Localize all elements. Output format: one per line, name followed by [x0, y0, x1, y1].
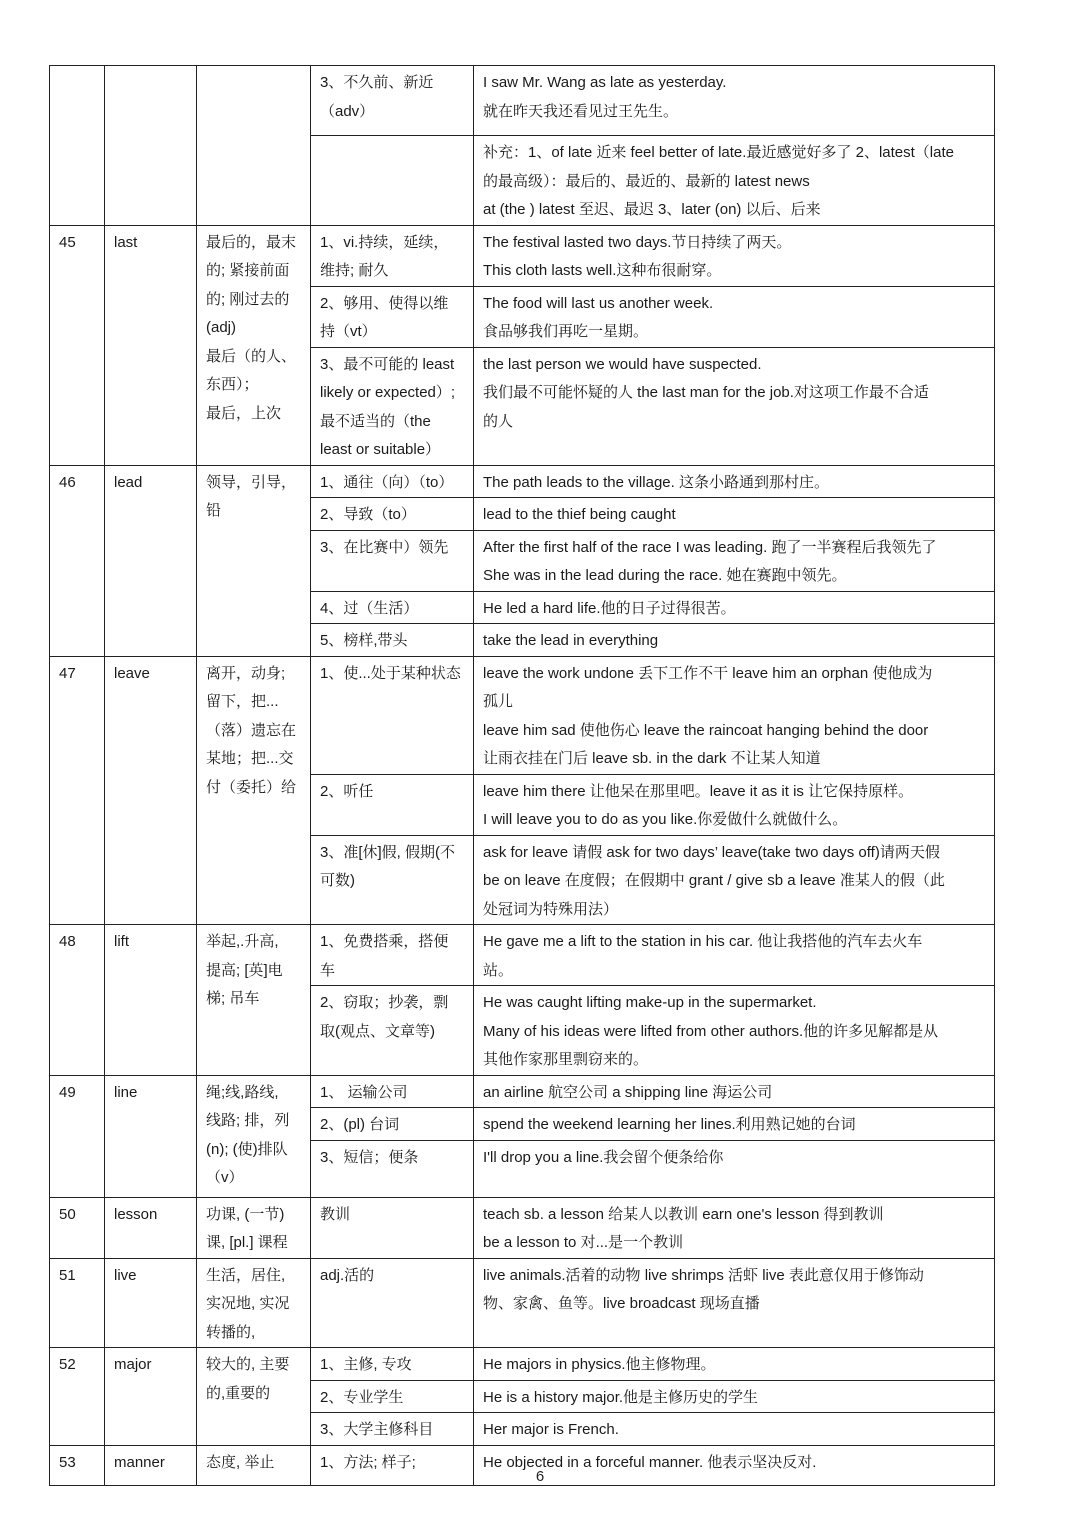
entry-word: lift	[105, 925, 197, 1076]
text-line: 让雨衣挂在门后 leave sb. in the dark 不让某人知道	[483, 750, 821, 767]
entry-meaning	[197, 1197, 311, 1258]
text-line: 3、在比赛中）领先	[320, 538, 449, 556]
text-line: 其他作家那里剽窃来的。	[483, 1051, 649, 1068]
entry-number: 52	[50, 1348, 105, 1446]
text-line: 功课, (一节)	[206, 1205, 285, 1223]
text-line: 3、不久前、新近	[320, 74, 434, 91]
example-cell	[474, 1380, 995, 1413]
entry-number: 48	[50, 925, 105, 1076]
example-cell	[474, 286, 995, 347]
example-cell	[474, 774, 995, 835]
text-line: 取(观点、文章等)	[320, 1022, 435, 1040]
sense-cell	[311, 1348, 474, 1381]
sense-cell	[311, 591, 474, 624]
example-cell	[474, 1348, 995, 1381]
example-cell	[474, 656, 995, 774]
entry-meaning	[197, 1075, 311, 1197]
text-line: teach sb. a lesson 给某人以教训 earn one's lesson 得到教训	[483, 1205, 884, 1223]
text-line: 4、过（生活）	[320, 599, 419, 617]
text-line: 最不适当的（the	[320, 412, 431, 430]
entry-meaning	[197, 66, 311, 226]
text-line: 最后的，最末	[206, 233, 297, 251]
text-line: the last person we would have suspected.	[483, 355, 762, 373]
text-line: 最后（的人、	[206, 347, 297, 365]
text-line: 最后，上次	[206, 404, 282, 422]
sense-cell	[311, 498, 474, 531]
example-cell	[474, 1197, 995, 1258]
table-row	[50, 925, 995, 986]
example-cell	[474, 498, 995, 531]
text-line: 3、短信；便条	[320, 1148, 419, 1166]
sense-cell	[311, 225, 474, 286]
table-row	[50, 1075, 995, 1108]
text-line: Many of his ideas were lifted from other authors.他的许多见解都是从	[483, 1022, 939, 1040]
example-cell	[474, 1258, 995, 1348]
example-cell	[474, 835, 995, 925]
text-line: 的人	[483, 412, 514, 430]
text-line: 3、最不可能的 least	[320, 355, 455, 373]
text-line: 1、免费搭乘，搭便	[320, 933, 449, 950]
entry-meaning	[197, 925, 311, 1076]
text-line: take the lead in everything	[483, 632, 659, 649]
table-row	[50, 66, 995, 136]
sense-cell	[311, 1075, 474, 1108]
text-line: 课, [pl.] 课程	[206, 1234, 288, 1251]
text-line: He is a history major.他是主修历史的学生	[483, 1388, 759, 1406]
text-line: （落）遗忘在	[206, 721, 297, 739]
entry-meaning	[197, 225, 311, 465]
text-line: 1、 运输公司	[320, 1083, 408, 1101]
example-cell	[474, 986, 995, 1076]
sense-cell	[311, 286, 474, 347]
sense-cell	[311, 835, 474, 925]
text-line: 铅	[206, 502, 222, 519]
text-line: （v）	[206, 1169, 244, 1186]
text-line: I saw Mr. Wang as late as yesterday.	[483, 74, 727, 91]
text-line: 较大的, 主要	[206, 1356, 290, 1373]
table-row	[50, 1348, 995, 1381]
text-line: 东西）；	[206, 376, 259, 393]
text-line: Her major is French.	[483, 1421, 619, 1438]
entry-word	[105, 66, 197, 226]
text-line: 1、主修, 专攻	[320, 1356, 412, 1373]
text-line: an airline 航空公司 a shipping line 海运公司	[483, 1083, 773, 1101]
sense-cell	[311, 530, 474, 591]
text-line: likely or expected）;	[320, 384, 456, 401]
entry-word: manner	[105, 1445, 197, 1485]
text-line: 态度, 举止	[206, 1453, 275, 1471]
text-line: lead to the thief being caught	[483, 506, 676, 523]
table-row	[50, 465, 995, 498]
text-line: 教训	[320, 1205, 351, 1223]
sense-cell	[311, 986, 474, 1076]
example-cell	[474, 624, 995, 657]
entry-meaning	[197, 1348, 311, 1446]
sense-cell	[311, 1140, 474, 1197]
text-line: After the first half of the race I was leading. 跑了一半赛程后我领先了	[483, 538, 937, 556]
text-line: 实况地, 实况	[206, 1295, 290, 1312]
example-cell	[474, 136, 995, 226]
text-line: 绳;线,路线,	[206, 1083, 279, 1101]
text-line: 的; 刚过去的	[206, 290, 290, 308]
example-cell	[474, 225, 995, 286]
text-line: 食品够我们再吃一星期。	[483, 323, 649, 340]
text-line: 转播的,	[206, 1323, 256, 1341]
entry-number: 53	[50, 1445, 105, 1485]
entry-number: 45	[50, 225, 105, 465]
entry-meaning	[197, 465, 311, 656]
example-cell	[474, 347, 995, 465]
text-line: leave him sad 使他伤心 leave the raincoat hanging behind the door	[483, 721, 929, 739]
text-line: He majors in physics.他主修物理。	[483, 1356, 716, 1373]
text-line: （adv）	[320, 102, 375, 120]
text-line: adj.活的	[320, 1266, 375, 1284]
text-line: 我们最不可能怀疑的人 the last man for the job.对这项工作最不合适	[483, 384, 929, 401]
entry-number: 50	[50, 1197, 105, 1258]
text-line: The food will last us another week.	[483, 294, 714, 312]
sense-cell	[311, 465, 474, 498]
sense-cell	[311, 656, 474, 774]
text-line: spend the weekend learning her lines.利用熟记她的台词	[483, 1116, 856, 1133]
text-line: 3、准[休]假, 假期(不	[320, 843, 456, 861]
text-line: live animals.活着的动物 live shrimps 活虾 live 表此意仅用于修饰动	[483, 1266, 924, 1284]
page-number: 6	[535, 1468, 545, 1485]
text-line: 梯; 吊车	[206, 990, 260, 1007]
entry-number: 51	[50, 1258, 105, 1348]
text-line: 2、专业学生	[320, 1388, 404, 1406]
example-cell	[474, 925, 995, 986]
text-line: 维持; 耐久	[320, 262, 389, 279]
text-line: be a lesson to 对...是一个教训	[483, 1234, 684, 1251]
text-line: 提高; [英]电	[206, 961, 283, 979]
text-line: He was caught lifting make-up in the supermarket.	[483, 994, 817, 1011]
text-line: 就在昨天我还看见过王先生。	[483, 102, 679, 120]
entry-meaning	[197, 656, 311, 925]
text-line: 3、大学主修科目	[320, 1421, 434, 1438]
sense-cell	[311, 1258, 474, 1348]
text-line: least or suitable）	[320, 441, 441, 458]
entry-number: 46	[50, 465, 105, 656]
text-line: 站。	[483, 961, 514, 979]
sense-cell	[311, 347, 474, 465]
example-cell	[474, 591, 995, 624]
example-cell	[474, 66, 995, 136]
text-line: 车	[320, 961, 336, 979]
sense-cell	[311, 774, 474, 835]
sense-cell	[311, 925, 474, 986]
table-row	[50, 656, 995, 774]
text-line: She was in the lead during the race. 她在赛跑中领先。	[483, 567, 847, 584]
text-line: This cloth lasts well.这种布很耐穿。	[483, 262, 722, 279]
text-line: 可数)	[320, 872, 355, 889]
text-line: He gave me a lift to the station in his car. 他让我搭他的汽车去火车	[483, 933, 923, 950]
text-line: 的; 紧接前面	[206, 262, 290, 279]
text-line: 持（vt）	[320, 323, 377, 340]
entry-word: lesson	[105, 1197, 197, 1258]
text-line: 物、家禽、鱼等。live broadcast 现场直播	[483, 1295, 760, 1312]
text-line: 留下，把...	[206, 693, 279, 710]
text-line: (n); (使)排队	[206, 1140, 288, 1158]
text-line: 离开，动身;	[206, 664, 286, 682]
text-line: leave him there 让他呆在那里吧。leave it as it is 让它保持原样。	[483, 782, 914, 800]
text-line: 线路; 排，列	[206, 1112, 290, 1129]
entry-word: lead	[105, 465, 197, 656]
example-cell	[474, 1413, 995, 1446]
sense-cell	[311, 1108, 474, 1141]
table-row	[50, 1258, 995, 1348]
entry-word: major	[105, 1348, 197, 1446]
text-line: I'll drop you a line.我会留个便条给你	[483, 1148, 724, 1166]
text-line: be on leave 在度假；在假期中 grant / give sb a leave 准某人的假（此	[483, 872, 945, 889]
text-line: 1、使...处于某种状态	[320, 664, 461, 682]
text-line: 2、(pl) 台词	[320, 1116, 400, 1133]
text-line: The festival lasted two days.节日持续了两天。	[483, 233, 792, 251]
entry-number	[50, 66, 105, 226]
entry-meaning	[197, 1258, 311, 1348]
entry-word: line	[105, 1075, 197, 1197]
entry-word: last	[105, 225, 197, 465]
text-line: 2、导致（to）	[320, 506, 416, 523]
text-line: ask for leave 请假 ask for two days’ leave(take two days off)请两天假	[483, 843, 940, 861]
text-line: (adj)	[206, 319, 237, 336]
example-cell	[474, 1108, 995, 1141]
vocabulary-table	[49, 65, 995, 1486]
entry-word: leave	[105, 656, 197, 925]
example-cell	[474, 530, 995, 591]
text-line: 的,重要的	[206, 1384, 271, 1402]
text-line: 2、窃取；抄袭，剽	[320, 994, 449, 1011]
sense-cell	[311, 136, 474, 226]
text-line: 1、通往（向）（to）	[320, 473, 454, 491]
text-line: 1、方法; 样子;	[320, 1453, 416, 1471]
text-line: 付（委托）给	[206, 778, 297, 796]
text-line: 处冠词为特殊用法）	[483, 900, 619, 918]
text-line: 2、够用、使得以维	[320, 294, 449, 312]
sense-cell	[311, 624, 474, 657]
text-line: leave the work undone 丢下工作不干 leave him an orphan 使他成为	[483, 664, 933, 682]
example-cell	[474, 1075, 995, 1108]
text-line: 生活，居住,	[206, 1266, 286, 1284]
entry-number: 49	[50, 1075, 105, 1197]
entry-number: 47	[50, 656, 105, 925]
text-line: 孤儿	[483, 693, 514, 710]
sense-cell	[311, 66, 474, 136]
table-row	[50, 1197, 995, 1258]
text-line: 1、vi.持续，延续，	[320, 233, 449, 251]
text-line: I will leave you to do as you like.你爱做什么就做什么。	[483, 811, 848, 828]
table-row	[50, 225, 995, 286]
text-line: 补充：1、of late 近来 feel better of late.最近感觉好多了 2、latest（late	[483, 144, 954, 161]
example-cell	[474, 1140, 995, 1197]
text-line: The path leads to the village. 这条小路通到那村庄。	[483, 473, 829, 491]
sense-cell	[311, 1197, 474, 1258]
text-line: He led a hard life.他的日子过得很苦。	[483, 599, 736, 617]
sense-cell	[311, 1380, 474, 1413]
text-line: He objected in a forceful manner. 他表示坚决反对.	[483, 1453, 817, 1471]
text-line: 举起,.升高,	[206, 933, 279, 950]
text-line: at (the ) latest 至迟、最迟 3、later (on) 以后、后来	[483, 201, 821, 218]
text-line: 2、听任	[320, 782, 374, 800]
sense-cell	[311, 1413, 474, 1446]
text-line: 的最高级）：最后的、最近的、最新的 latest news	[483, 172, 810, 190]
example-cell	[474, 465, 995, 498]
text-line: 某地；把...交	[206, 750, 294, 767]
text-line: 领导，引导，	[206, 473, 297, 491]
entry-word: live	[105, 1258, 197, 1348]
text-line: 5、榜样,带头	[320, 632, 408, 649]
